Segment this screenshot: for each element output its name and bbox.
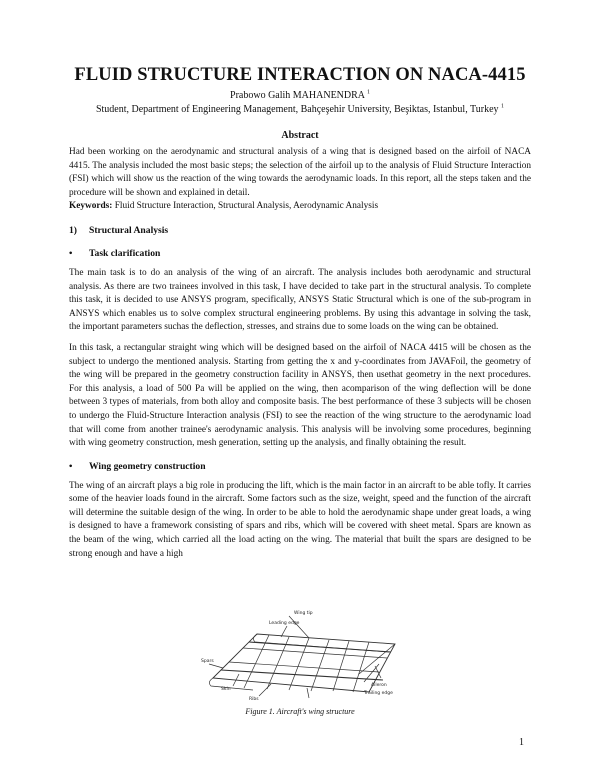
affiliation-text: Student, Department of Engineering Management, Bahçeşehir University, Beşiktas, Istanbul, Turkey (95, 104, 499, 115)
subheading-title: Wing geometry construction (89, 460, 206, 472)
figure-label-ribs: Ribs (249, 697, 259, 702)
figure-label-skin: Skin (221, 687, 231, 692)
figure-label-spars: Spars (201, 659, 214, 664)
figure-label-leading-edge: Leading edge (269, 621, 300, 626)
page-number: 1 (519, 737, 524, 748)
figure-caption: Figure 1. Aircraft's wing structure (245, 707, 355, 716)
affiliation-superscript: 1 (501, 103, 505, 110)
subheading-title: Task clarification (89, 247, 161, 259)
paper-title: FLUID STRUCTURE INTERACTION ON NACA-4415 (74, 65, 526, 85)
keywords-label: Keywords: (69, 201, 113, 212)
author-superscript: 1 (366, 89, 370, 96)
section-number: 1) (69, 224, 77, 236)
author-line (69, 89, 531, 103)
affiliation-line (69, 103, 531, 117)
section-heading-structural-analysis (69, 224, 531, 238)
section-title: Structural Analysis (89, 224, 169, 236)
bullet-icon: • (69, 247, 73, 259)
subheading-task-clarification (69, 247, 531, 261)
paper-body (69, 64, 531, 561)
figure-label-aileron: Aileron (371, 683, 387, 688)
author-name: Prabowo Galih MAHANENDRA (230, 90, 365, 101)
paragraph-task-clarification: The main task is to do an analysis of the wing of an aircraft. The analysis includes both aerodynamic and structural analysis. As there are two trainees involved in this task, I have decided to take part in the structural analysis. To complete this task, it is decided to use ANSYS program, specifically, ANSYS Static Structural which is one of the sub-program in ANSYS which enables us to solve complex structural engineering problems. By using this advantage in solving the task, the important parameters suchas the deflection, stresses, and strains due to some loads on the wing can be obtained. (69, 267, 531, 333)
figure-label-trailing-edge: Trailing edge (364, 691, 393, 696)
bullet-icon: • (69, 460, 73, 472)
figure-label-wing-tip: Wing tip (294, 611, 313, 616)
wing-structure-figure (199, 604, 404, 702)
subheading-wing-geometry (69, 460, 531, 474)
abstract-heading: Abstract (281, 130, 319, 141)
paragraph-task-description: In this task, a rectangular straight wing which will be designed based on the airfoil of NACA 4415 will be chosen as the subject to undergo the mentioned analysis. Starting from getting the x and y-coordinates from JAVAFoil, the geometry of the wing will be prepared in the geometry construction facility in ANSYS, then usethat geometry in the next procedures. For this analysis, a load of 500 Pa will be applied on the wing, then acomparison of the wing deflection will be done between 3 types of materials, from both alloy and composite basis. The best performance of these 3 subjects will be chosen to undergo the Fluid-Structure Interaction analysis (FSI) to see the reaction of the wing structure to the aerodynamic load that will come from another trainee's aerodynamic analysis. This analysis will be involving some procedures, beginning with wing geometry construction, mesh generation, setting up the analysis, and finally obtaining the result. (69, 342, 531, 449)
keywords-line (69, 200, 531, 214)
abstract-text: Had been working on the aerodynamic and structural analysis of a wing that is designed based on the airfoil of NACA 4415. The analysis included the most basic steps; the selection of the airfoil up to the analysis of Fluid Structure Interaction (FSI) which will show us the reaction of the wing towards the aerodynamic loads. In this report, all the steps taken and the procedure will be shown and explained in detail. (69, 147, 531, 198)
paragraph-wing-geometry: The wing of an aircraft plays a big role in producing the lift, which is the main factor in an aircraft to be able tofly. It carries some of the heavier loads found in the aircraft. Some factors such as the size, weight, speed and the function of the aircraft will determine the suitable design of the wing. In order to be able to hold the aerodynamic shape under great loads, a wing is designed to have a framework consisting of spars and ribs, which will be covered with sheet metal. Spars are known as the beam of the wing, which carried all the load acting on the wing. The material that built the spars are designed to be strong enough and have a high (69, 480, 531, 559)
keywords-text: Fluid Structure Interaction, Structural Analysis, Aerodynamic Analysis (114, 201, 379, 212)
